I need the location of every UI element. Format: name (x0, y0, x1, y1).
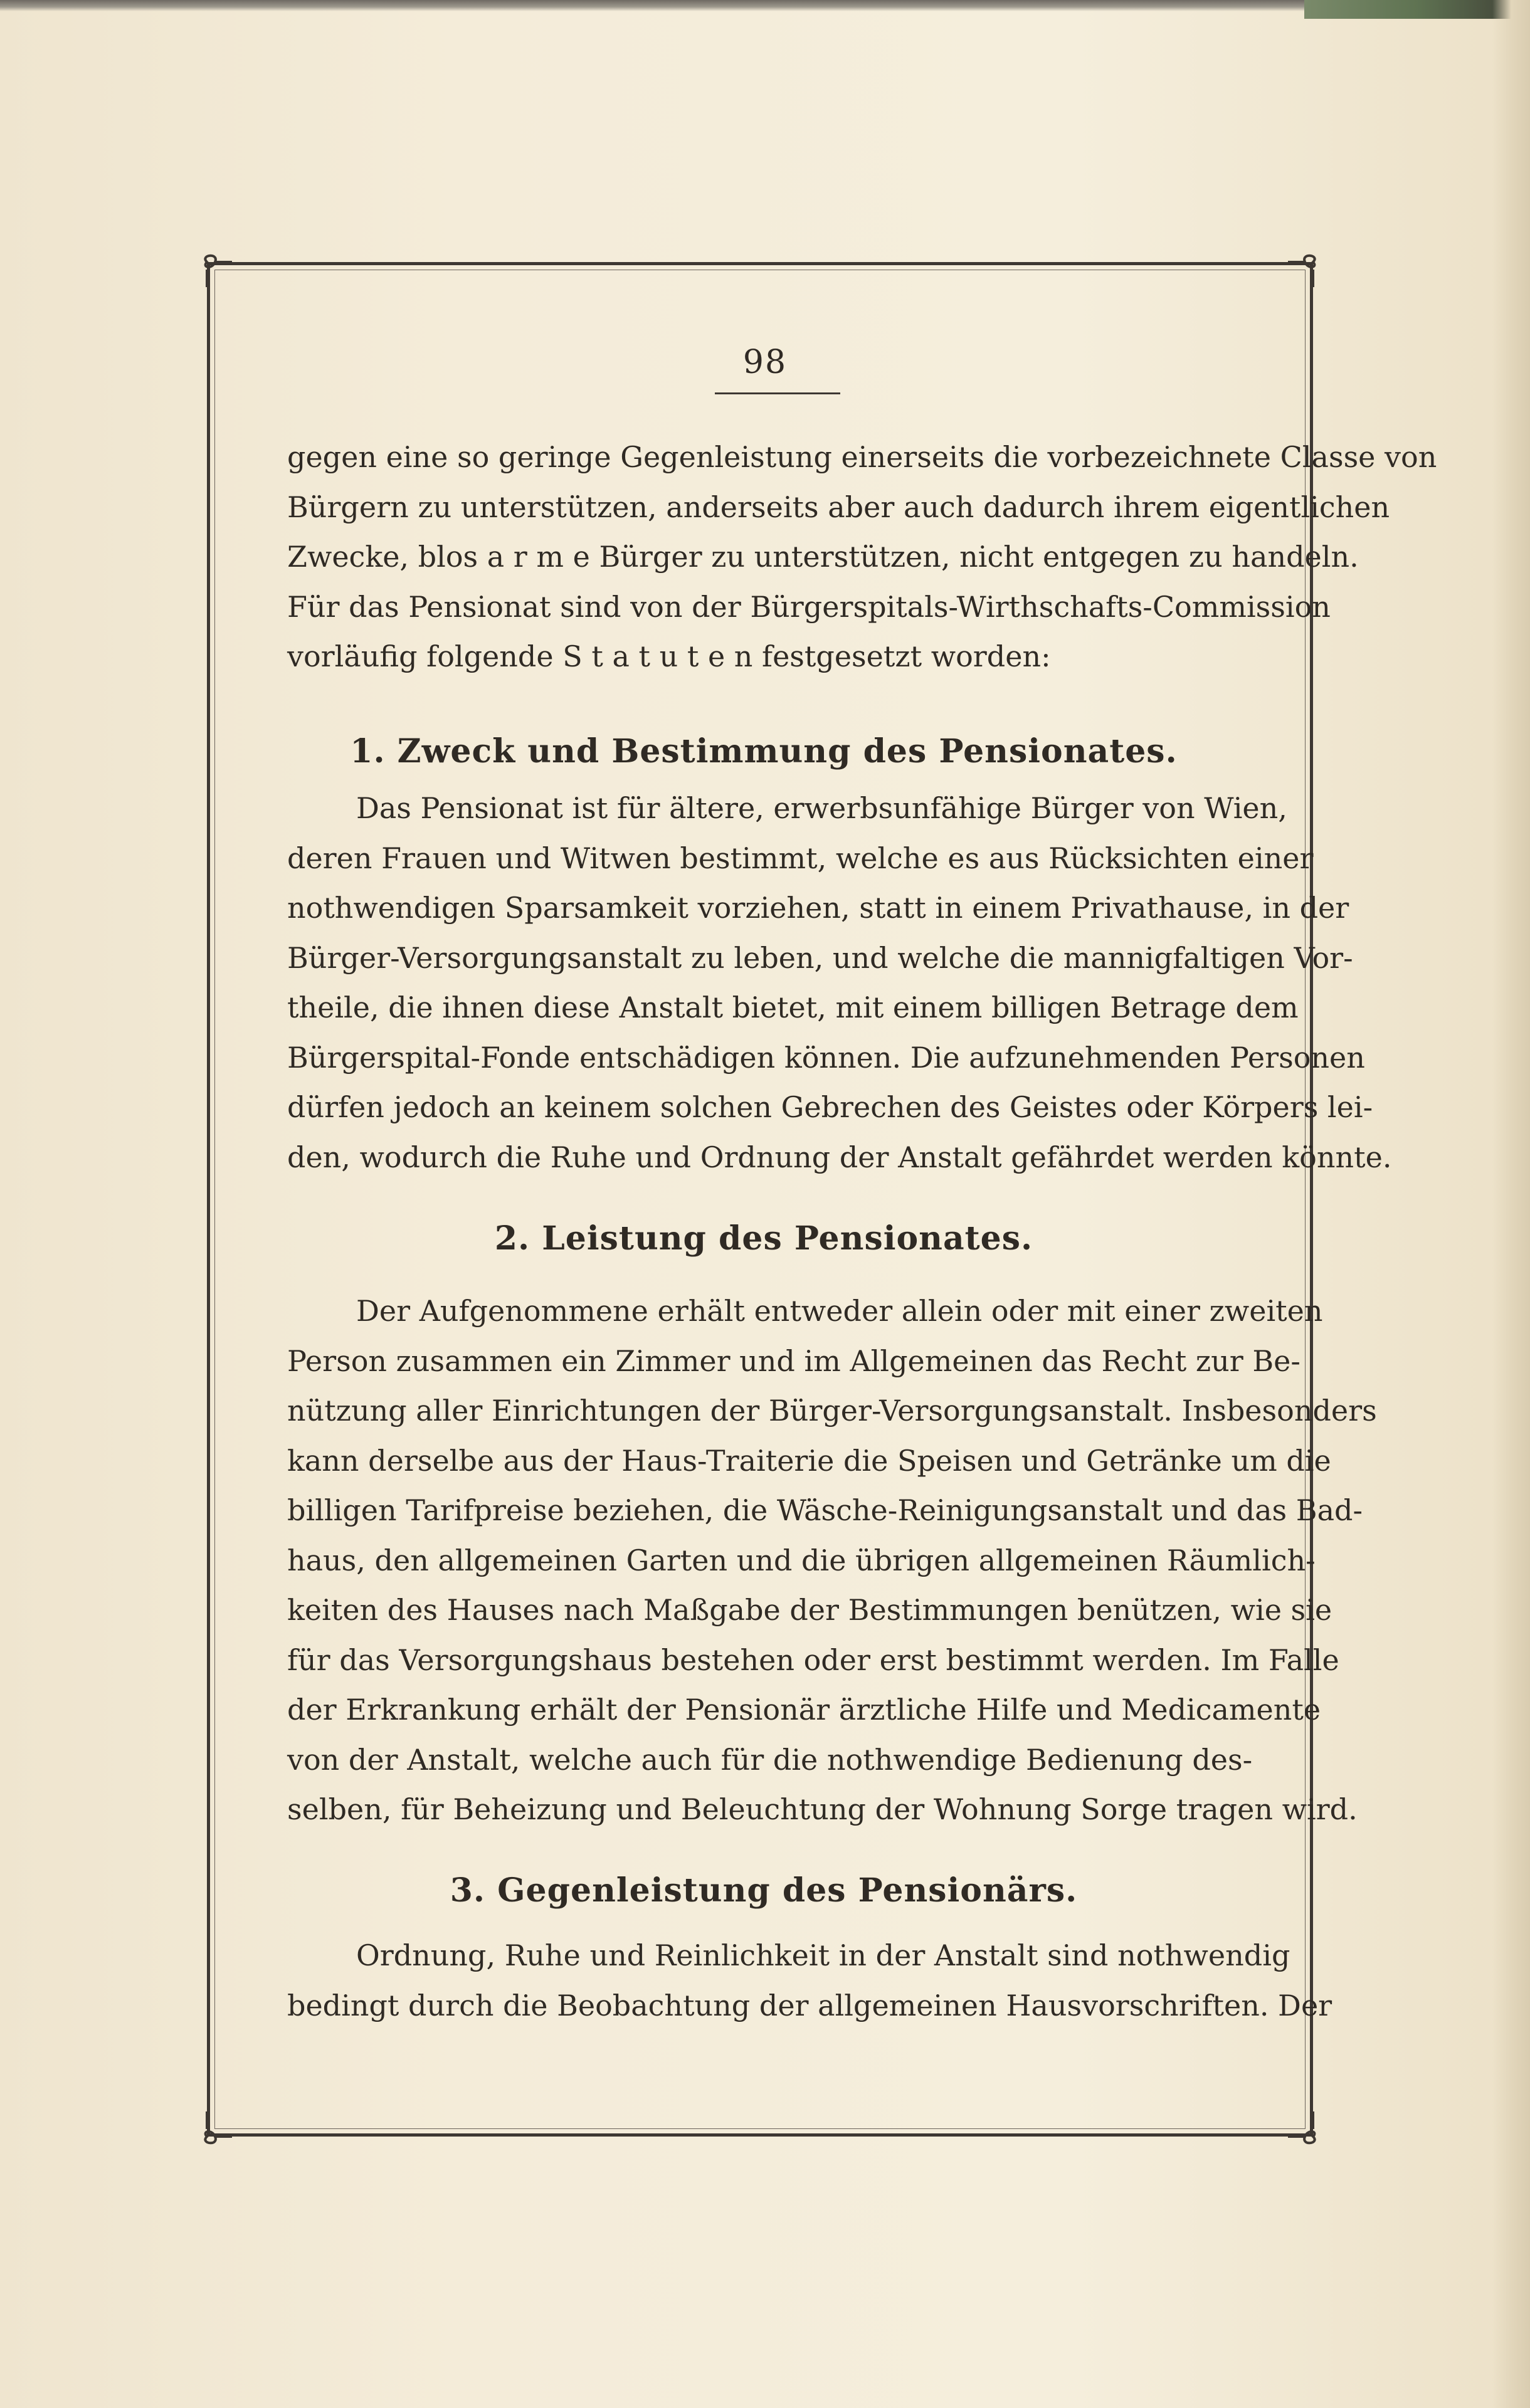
corner-ornament-top-left (196, 251, 233, 288)
text-line: von der Anstalt, welche auch für die nothwendige Bedienung des- (287, 1742, 1253, 1777)
text-line: haus, den allgemeinen Garten und die übrigen allgemeinen Räumlich- (287, 1543, 1316, 1577)
text-line: Für das Pensionat sind von der Bürgerspitals-Wirthschafts-Commission (287, 589, 1331, 624)
text-line: deren Frauen und Witwen bestimmt, welche es aus Rücksichten einer (287, 841, 1314, 875)
text-line: billigen Tarifpreise beziehen, die Wäsche-Reinigungsanstalt und das Bad- (287, 1493, 1363, 1527)
text-line: für das Versorgungshaus bestehen oder erst bestimmt werden. Im Falle (287, 1643, 1339, 1677)
text-line: Bürger-Versorgungsanstalt zu leben, und welche die mannigfaltigen Vor- (287, 940, 1353, 975)
text-line: gegen eine so geringe Gegenleistung einerseits die vorbezeichnete Classe von (287, 440, 1437, 474)
paragraph-1 (287, 784, 1392, 1182)
text-line: Person zusammen ein Zimmer und im Allgemeinen das Recht zur Be- (287, 1343, 1300, 1378)
text-line: selben, für Beheizung und Beleuchtung der Wohnung Sorge tragen wird. (287, 1792, 1358, 1826)
text-line: Bürgern zu unterstützen, anderseits aber auch dadurch ihrem eigentlichen (287, 490, 1390, 524)
section-heading-2: 2. Leistung des Pensionates. (494, 1219, 1033, 1258)
text-line: theile, die ihnen diese Anstalt bietet, mit einem billigen Betrage dem (287, 991, 1299, 1024)
corner-ornament-bottom-left (196, 2110, 233, 2148)
text-line: Ordnung, Ruhe und Reinlichkeit in der Anstalt sind nothwendig (356, 1938, 1290, 1972)
text-line: dürfen jedoch an keinem solchen Gebrechen des Geistes oder Körpers lei- (287, 1090, 1373, 1124)
text-line: nothwendigen Sparsamkeit vorziehen, statt in einem Privathause, in der (287, 891, 1349, 925)
text-line: Bürgerspital-Fonde entschädigen können. Die aufzunehmenden Personen (287, 1040, 1365, 1075)
scan-top-edge (0, 0, 1530, 11)
text-line: Zwecke, blos a r m e Bürger zu unterstützen, nicht entgegen zu handeln. (287, 540, 1359, 574)
paragraph-3 (287, 1931, 1332, 2031)
page-number: 98 (742, 344, 788, 381)
page-number-rule (715, 392, 840, 394)
text-line: keiten des Hauses nach Maßgabe der Bestimmungen benützen, wie sie (287, 1593, 1332, 1627)
paragraph-intro (287, 433, 1437, 682)
text-line: vorläufig folgende S t a t u t e n festgesetzt worden: (287, 639, 1051, 673)
section-heading-1: 1. Zweck und Bestimmung des Pensionates. (350, 732, 1178, 770)
text-line: kann derselbe aus der Haus-Traiterie die Speisen und Getränke um die (287, 1443, 1331, 1478)
text-line: Der Aufgenommene erhält entweder allein oder mit einer zweiten (356, 1294, 1323, 1328)
scan-right-edge (1492, 0, 1530, 2408)
paragraph-2 (287, 1286, 1377, 1835)
text-line: nützung aller Einrichtungen der Bürger-Versorgungsanstalt. Insbesonders (287, 1394, 1377, 1427)
text-line: bedingt durch die Beobachtung der allgemeinen Hausvorschriften. Der (287, 1988, 1332, 2022)
text-line: der Erkrankung erhält der Pensionär ärztliche Hilfe und Medicamente (287, 1693, 1321, 1727)
corner-ornament-bottom-right (1287, 2110, 1324, 2148)
text-line: den, wodurch die Ruhe und Ordnung der Anstalt gefährdet werden könnte. (287, 1140, 1392, 1174)
corner-ornament-top-right (1287, 251, 1324, 288)
text-line: Das Pensionat ist für ältere, erwerbsunfähige Bürger von Wien, (356, 791, 1287, 825)
section-heading-3: 3. Gegenleistung des Pensionärs. (450, 1871, 1078, 1910)
